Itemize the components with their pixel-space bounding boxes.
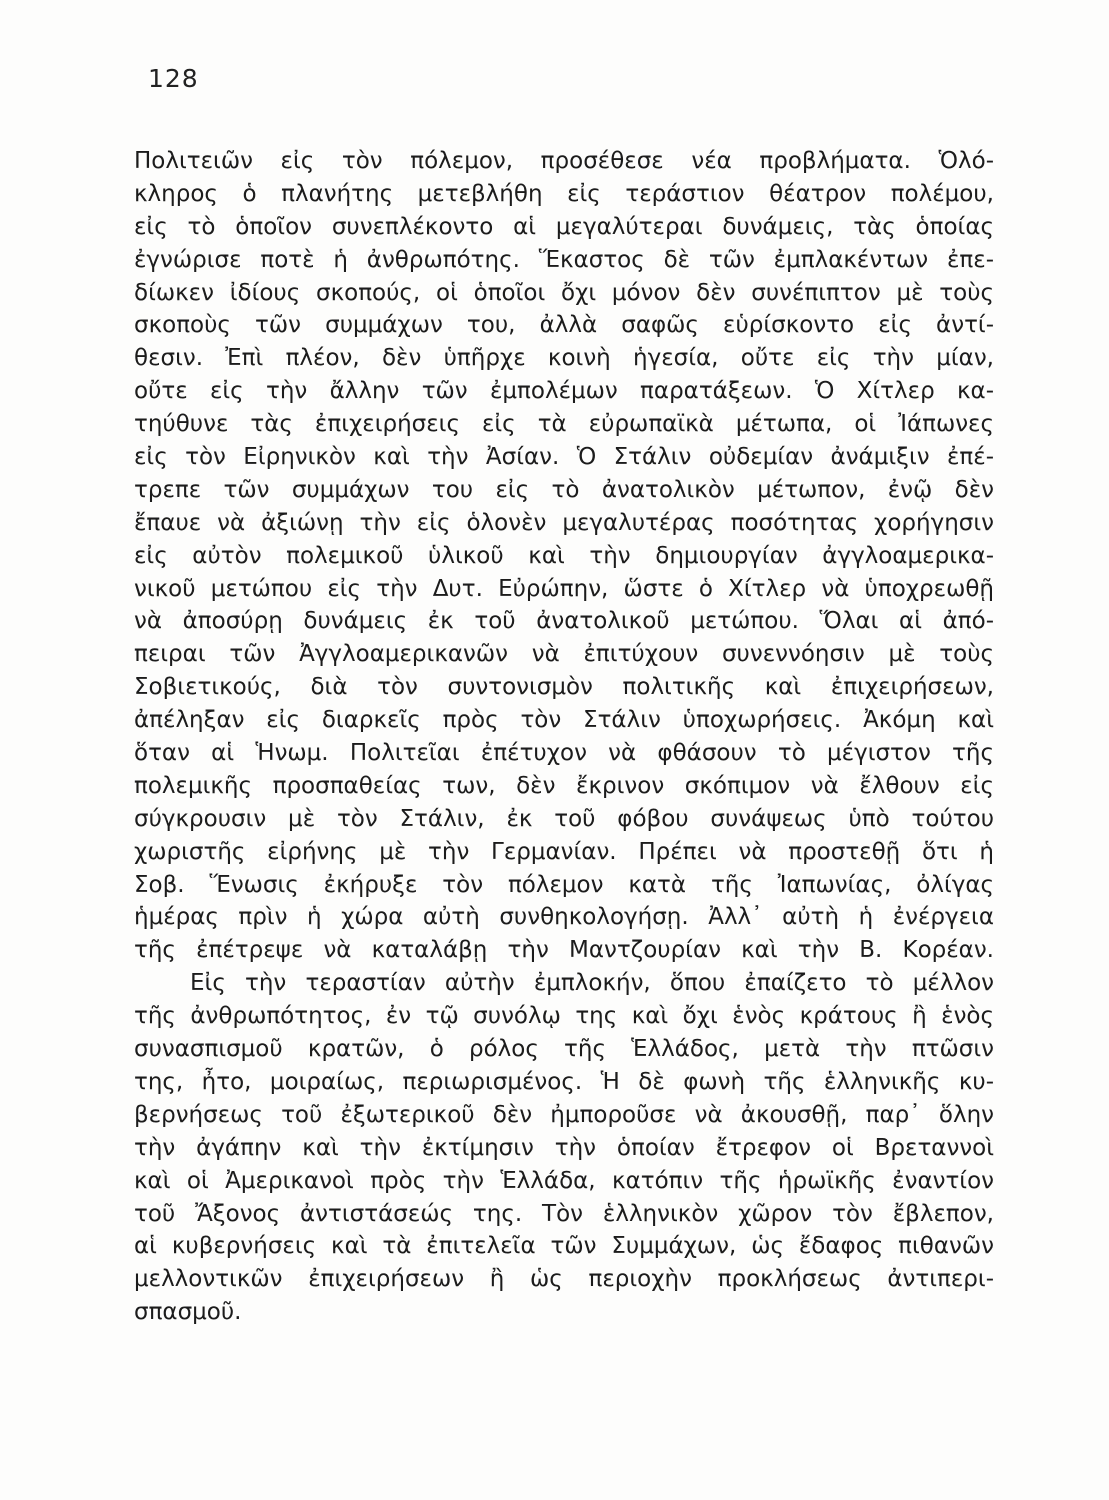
text-line: καὶ οἱ Ἀμερικανοὶ πρὸς τὴν Ἑλλάδα, κατόπιν τῆς ἡρωϊκῆς ἐναντίον <box>134 1167 994 1194</box>
text-line: τηύθυνε τὰς ἐπιχειρήσεις εἰς τὰ εὐρωπαϊκὰ μέτωπα, οἱ Ἰάπωνες <box>134 411 994 438</box>
text-line: τῆς ἀνθρωπότητος, ἐν τῷ συνόλῳ της καὶ ὄχι ἑνὸς κράτους ἢ ἑνὸς <box>134 1003 994 1030</box>
paragraph <box>134 145 994 967</box>
text-line: της, ἦτο, μοιραίως, περιωρισμένος. Ἡ δὲ φωνὴ τῆς ἑλληνικῆς κυ- <box>134 1068 994 1095</box>
text-line: νὰ ἀποσύρῃ δυνάμεις ἐκ τοῦ ἀνατολικοῦ μετώπου. Ὅλαι αἱ ἀπό- <box>134 608 994 635</box>
page-number: 128 <box>148 64 199 93</box>
text-line: πολεμικῆς προσπαθείας των, δὲν ἔκρινον σκόπιμον νὰ ἔλθουν εἰς <box>134 772 994 799</box>
text-line: ἀπέληξαν εἰς διαρκεῖς πρὸς τὸν Στάλιν ὑποχωρήσεις. Ἀκόμη καὶ <box>134 707 994 734</box>
text-line: συνασπισμοῦ κρατῶν, ὁ ρόλος τῆς Ἑλλάδος, μετὰ τὴν πτῶσιν <box>134 1036 994 1063</box>
text-line: ἐγνώρισε ποτὲ ἡ ἀνθρωπότης. Ἕκαστος δὲ τῶν ἐμπλακέντων ἐπε- <box>134 246 994 273</box>
text-line: σύγκρουσιν μὲ τὸν Στάλιν, ἐκ τοῦ φόβου συνάψεως ὑπὸ τούτου <box>134 805 994 832</box>
text-line: θεσιν. Ἐπὶ πλέον, δὲν ὑπῆρχε κοινὴ ἡγεσία, οὔτε εἰς τὴν μίαν, <box>134 345 994 372</box>
text-line: τῆς ἐπέτρεψε νὰ καταλάβῃ τὴν Μαντζουρίαν καὶ τὴν Β. Κορέαν. <box>134 937 994 964</box>
text-line: δίωκεν ἰδίους σκοπούς, οἱ ὁποῖοι ὄχι μόνον δὲν συνέπιπτον μὲ τοὺς <box>134 279 994 306</box>
text-line: Σοβιετικούς, διὰ τὸν συντονισμὸν πολιτικῆς καὶ ἐπιχειρήσεων, <box>134 674 994 701</box>
text-line: τὴν ἀγάπην καὶ τὴν ἐκτίμησιν τὴν ὁποίαν ἔτρεφον οἱ Βρεταννοὶ <box>134 1134 994 1161</box>
text-line: μελλοντικῶν ἐπιχειρήσεων ἢ ὡς περιοχὴν προκλήσεως ἀντιπερι- <box>134 1266 994 1293</box>
text-line: εἰς τὸ ὁποῖον συνεπλέκοντο αἱ μεγαλύτεραι δυνάμεις, τὰς ὁποίας <box>134 213 994 240</box>
text-line: οὔτε εἰς τὴν ἄλλην τῶν ἐμπολέμων παρατάξεων. Ὁ Χίτλερ κα- <box>134 378 994 405</box>
text-line: σπασμοῦ. <box>134 1299 242 1326</box>
text-line: πειραι τῶν Ἀγγλοαμερικανῶν νὰ ἐπιτύχουν συνεννόησιν μὲ τοὺς <box>134 641 994 668</box>
text-line: βερνήσεως τοῦ ἐξωτερικοῦ δὲν ἠμποροῦσε νὰ ἀκουσθῇ, παρ᾽ ὅλην <box>134 1101 994 1128</box>
text-line: κληρος ὁ πλανήτης μετεβλήθη εἰς τεράστιον θέατρον πολέμου, <box>134 180 994 207</box>
text-line: ἔπαυε νὰ ἀξιώνῃ τὴν εἰς ὁλονὲν μεγαλυτέρας ποσότητας χορήγησιν <box>134 509 994 536</box>
text-line: Πολιτειῶν εἰς τὸν πόλεμον, προσέθεσε νέα προβλήματα. Ὁλό- <box>134 148 994 174</box>
text-line: τρεπε τῶν συμμάχων του εἰς τὸ ἀνατολικὸν μέτωπον, ἐνῷ δὲν <box>134 476 994 503</box>
text-line: τοῦ Ἄξονος ἀντιστάσεώς της. Τὸν ἑλληνικὸν χῶρον τὸν ἔβλεπον, <box>134 1200 994 1227</box>
text-line: ἡμέρας πρὶν ἡ χώρα αὐτὴ συνθηκολογήσῃ. Ἀλλ᾽ αὐτὴ ἡ ἐνέργεια <box>134 904 994 931</box>
text-line: σκοποὺς τῶν συμμάχων του, ἀλλὰ σαφῶς εὑρίσκοντο εἰς ἀντί- <box>134 312 994 339</box>
text-line: νικοῦ μετώπου εἰς τὴν Δυτ. Εὐρώπην, ὥστε ὁ Χίτλερ νὰ ὑποχρεωθῇ <box>134 575 994 602</box>
text-line: εἰς τὸν Εἰρηνικὸν καὶ τὴν Ἀσίαν. Ὁ Στάλιν οὐδεμίαν ἀνάμιξιν ἐπέ- <box>134 444 994 471</box>
paragraph <box>134 967 994 1329</box>
text-line: Εἰς τὴν τεραστίαν αὐτὴν ἐμπλοκήν, ὅπου ἐπαίζετο τὸ μέλλον <box>190 970 994 997</box>
text-line: ὅταν αἱ Ἡνωμ. Πολιτεῖαι ἐπέτυχον νὰ φθάσουν τὸ μέγιστον τῆς <box>134 740 994 767</box>
body-text <box>134 145 994 1329</box>
text-line: Σοβ. Ἕνωσις ἐκήρυξε τὸν πόλεμον κατὰ τῆς Ἰαπωνίας, ὀλίγας <box>134 871 994 898</box>
text-line: εἰς αὐτὸν πολεμικοῦ ὑλικοῦ καὶ τὴν δημιουργίαν ἀγγλοαμερικα- <box>134 542 994 569</box>
text-line: αἱ κυβερνήσεις καὶ τὰ ἐπιτελεῖα τῶν Συμμάχων, ὡς ἔδαφος πιθανῶν <box>134 1233 994 1260</box>
text-line: χωριστῆς εἰρήνης μὲ τὴν Γερμανίαν. Πρέπει νὰ προστεθῇ ὅτι ἡ <box>134 838 994 865</box>
